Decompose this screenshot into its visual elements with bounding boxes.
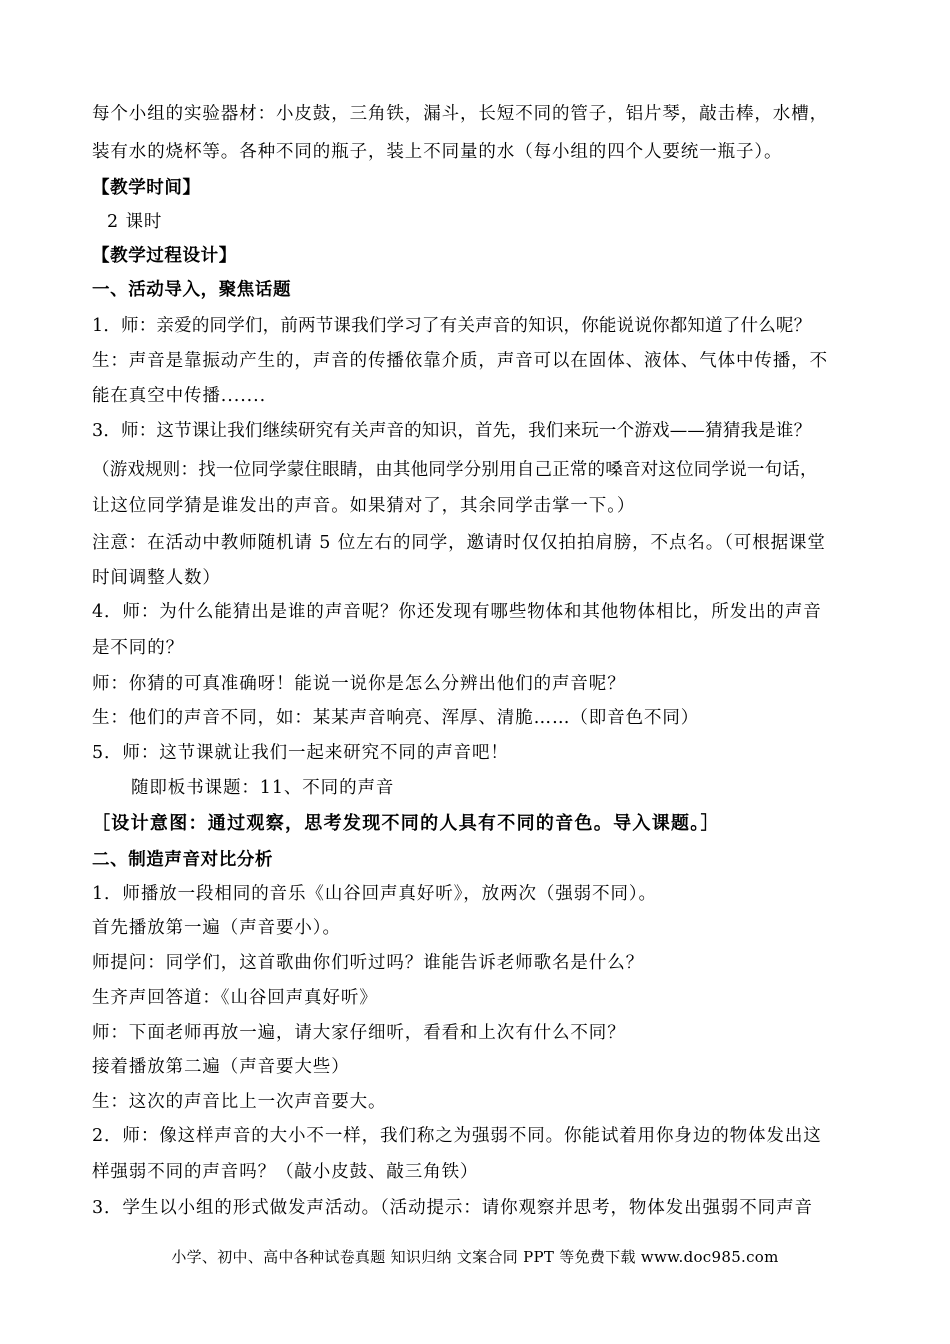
paragraph-line: 4．师：为什么能猜出是谁的声音呢？你还发现有哪些物体和其他物体相比，所发出的声音 [92, 602, 822, 622]
paragraph-line: 生齐声回答道：《山谷回声真好听》 [92, 988, 378, 1008]
paragraph-line: 首先播放第一遍（声音要小）。 [92, 918, 341, 938]
paragraph-line: 师提问：同学们，这首歌曲你们听过吗？谁能告诉老师歌名是什么？ [92, 953, 644, 973]
paragraph-line: 接着播放第二遍（声音要大些） [92, 1057, 350, 1077]
section-heading-process-design: 【教学过程设计】 [92, 246, 237, 266]
materials-line-2: 装有水的烧杯等。各种不同的瓶子，装上不同量的水（每小组的四个人要统一瓶子）。 [92, 142, 783, 162]
paragraph-line: 生：这次的声音比上一次声音要大。 [92, 1092, 387, 1112]
materials-line-1: 每个小组的实验器材：小皮鼓，三角铁，漏斗，长短不同的管子，铝片琴，敲击棒，水槽， [92, 104, 828, 124]
teaching-time-value: 2 课时 [107, 212, 163, 232]
paragraph-line: 1．师：亲爱的同学们，前两节课我们学习了有关声音的知识，你能说说你都知道了什么呢？ [92, 316, 812, 336]
section-heading-teaching-time: 【教学时间】 [92, 178, 201, 198]
paragraph-line: 生：他们的声音不同，如：某某声音响亮、浑厚、清脆……（即音色不同） [92, 708, 700, 728]
paragraph-line: 能在真空中传播....... [92, 386, 267, 406]
paragraph-line: 时间调整人数） [92, 568, 221, 588]
paragraph-line: 是不同的？ [92, 638, 184, 658]
paragraph-line: 5．师：这节课就让我们一起来研究不同的声音吧！ [92, 743, 509, 763]
paragraph-line: 师：你猜的可真准确呀！能说一说你是怎么分辨出他们的声音呢？ [92, 674, 626, 694]
paragraph-line: 2．师：像这样声音的大小不一样，我们称之为强弱不同。你能试着用你身边的物体发出这 [92, 1126, 822, 1146]
part-two-heading: 二、制造声音对比分析 [92, 850, 273, 870]
paragraph-line: （游戏规则：找一位同学蒙住眼睛，由其他同学分别用自己正常的嗓音对这位同学说一句话， [92, 460, 818, 480]
paragraph-line: 3．师：这节课让我们继续研究有关声音的知识，首先，我们来玩一个游戏——猜猜我是谁？ [92, 421, 812, 441]
paragraph-line: 师：下面老师再放一遍，请大家仔细听，看看和上次有什么不同？ [92, 1023, 626, 1043]
paragraph-line: 1．师播放一段相同的音乐《山谷回声真好听》，放两次（强弱不同）。 [92, 884, 657, 904]
paragraph-line: 注意：在活动中教师随机请 5 位左右的同学，邀请时仅仅拍拍肩膀，不点名。（可根据课堂 [92, 533, 826, 553]
paragraph-line: 让这位同学猜是谁发出的声音。如果猜对了，其余同学击掌一下。） [92, 496, 636, 516]
part-one-heading: 一、活动导入，聚焦话题 [92, 280, 292, 300]
paragraph-line: 生：声音是靠振动产生的，声音的传播依靠介质，声音可以在固体、液体、气体中传播，不 [92, 351, 828, 371]
paragraph-line: 样强弱不同的声音吗？（敲小皮鼓、敲三角铁） [92, 1162, 479, 1182]
board-title-line: 随即板书课题：11、不同的声音 [131, 778, 395, 798]
page-footer: 小学、初中、高中各种试卷真题 知识归纳 文案合同 PPT 等免费下载 www.doc985.com [171, 1248, 779, 1266]
design-intent-note: ［设计意图：通过观察，思考发现不同的人具有不同的音色。导入课题。］ [92, 813, 720, 834]
paragraph-line: 3．学生以小组的形式做发声活动。（活动提示：请你观察并思考，物体发出强弱不同声音 [92, 1198, 813, 1218]
